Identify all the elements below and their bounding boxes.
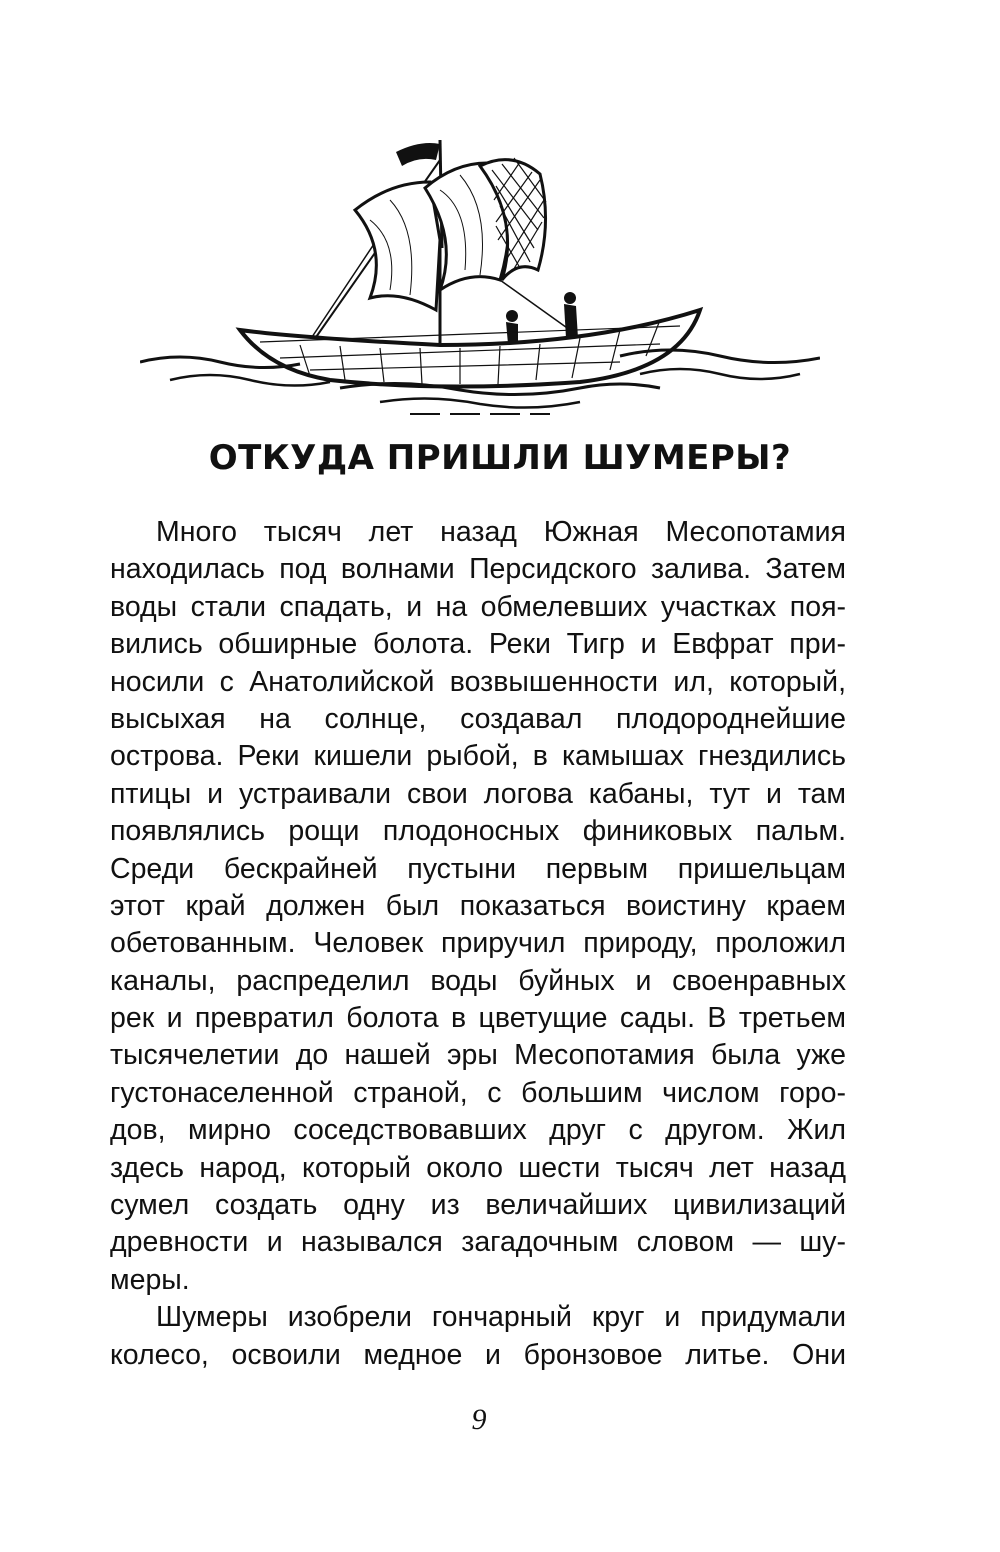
- text-line: колесо, освоили медное и бронзовое литье. Они: [110, 1338, 846, 1371]
- text-line: обетованным. Человек приручил природу, проложил: [110, 927, 846, 960]
- text-line: Много тысяч лет назад Южная Месопотамия: [156, 516, 846, 548]
- text-line: вились обширные болота. Реки Тигр и Евфрат при-: [110, 628, 846, 661]
- text-line: находилась под волнами Персидского залива. Затем: [110, 553, 846, 586]
- text-line: Среди бескрайней пустыни первым пришельцам: [110, 852, 846, 885]
- sailing-ship-illustration: [140, 130, 820, 420]
- text-line: меры.: [110, 1263, 190, 1296]
- text-line: каналы, распределил воды буйных и своенравных: [110, 964, 846, 997]
- chapter-title: ОТКУДА ПРИШЛИ ШУМЕРЫ?: [208, 438, 792, 478]
- text-line: дов, мирно соседствовавших друг с другом. Жил: [110, 1114, 846, 1147]
- page-number: 9: [471, 1403, 487, 1436]
- text-line: густонаселенной страной, с большим числом горо-: [110, 1076, 846, 1109]
- text-line: здесь народ, который около шести тысяч лет назад: [110, 1151, 846, 1184]
- text-line: острова. Реки кишели рыбой, в камышах гнездились: [110, 740, 846, 773]
- text-line: Шумеры изобрели гончарный круг и придумали: [156, 1301, 846, 1334]
- text-line: птицы и устраивали свои логова кабаны, тут и там: [110, 777, 846, 810]
- body-text: [110, 514, 846, 1374]
- text-line: древности и назывался загадочным словом — шу-: [110, 1226, 846, 1259]
- text-line: носили с Анатолийской возвышенности ил, который,: [110, 665, 846, 698]
- text-line: этот край должен был показаться воистину краем: [110, 889, 846, 922]
- text-line: тысячелетии до нашей эры Месопотамия была уже: [110, 1039, 846, 1072]
- text-line: сумел создать одну из величайших цивилизаций: [110, 1189, 846, 1222]
- text-line: воды стали спадать, и на обмелевших участках поя-: [110, 590, 846, 623]
- text-line: рек и превратил болота в цветущие сады. В третьем: [110, 1002, 846, 1035]
- text-line: высыхая на солнце, создавал плодороднейшие: [110, 702, 846, 735]
- text-line: появлялись рощи плодоносных финиковых пальм.: [110, 815, 846, 848]
